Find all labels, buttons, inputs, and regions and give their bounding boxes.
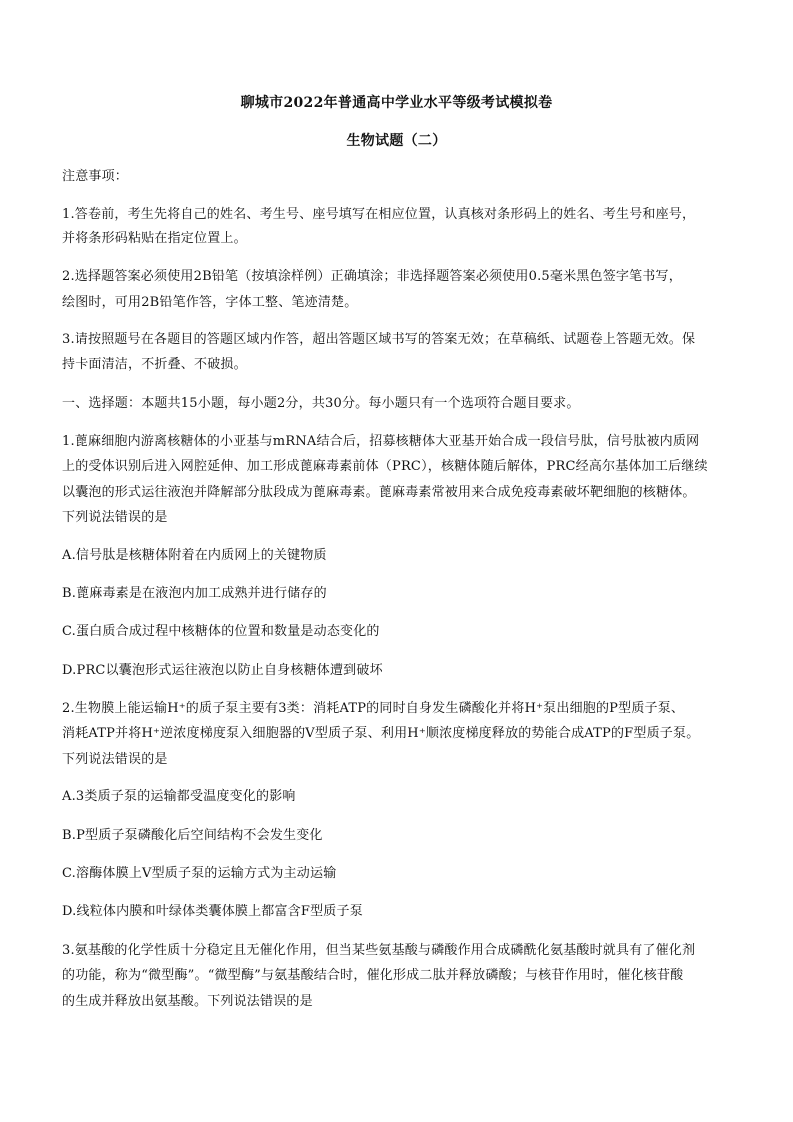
question-1-option-c: C.蛋白质合成过程中核糖体的位置和数量是动态变化的 [62, 624, 380, 639]
notice-item-2-line-2: 绘图时，可用2B铅笔作答，字体工整、笔迹清楚。 [62, 295, 358, 310]
question-2-stem-line-1: 2.生物膜上能运输H⁺的质子泵主要有3类：消耗ATP的同时自身发生磷酸化并将H⁺泵出细胞的P型质子泵、 [62, 701, 685, 716]
question-1-stem-line-1: 1.蓖麻细胞内游离核糖体的小亚基与mRNA结合后，招募核糖体大亚基开始合成一段信号肽，信号肽被内质网 [62, 434, 700, 449]
question-1-option-b: B.蓖麻毒素是在液泡内加工成熟并进行储存的 [62, 586, 327, 601]
question-1-stem-line-3: 以囊泡的形式运往液泡并降解部分肽段成为蓖麻毒素。蓖麻毒素常被用来合成免疫毒素破坏靶细胞的核糖体。 [62, 485, 696, 500]
section-heading: 一、选择题：本题共15小题，每小题2分，共30分。每小题只有一个选项符合题目要求。 [62, 396, 580, 411]
question-3-stem-line-2: 的功能，称为“微型酶”。“微型酶”与氨基酸结合时，催化形成二肽并释放磷酸；与核苷作用时，催化核苷酸 [62, 968, 684, 983]
notice-item-2-line-1: 2.选择题答案必须使用2B铅笔（按填涂样例）正确填涂；非选择题答案必须使用0.5毫米黑色签字笔书写， [62, 269, 682, 284]
question-3-stem-line-3: 的生成并释放出氨基酸。下列说法错误的是 [62, 994, 313, 1009]
question-2-stem-line-3: 下列说法错误的是 [62, 752, 168, 767]
question-1-option-d: D.PRC以囊泡形式运往液泡以防止自身核糖体遭到破坏 [62, 663, 383, 678]
exam-subtitle: 生物试题（二） [346, 133, 447, 149]
question-1-stem-line-2: 上的受体识别后进入网腔延伸、加工形成蓖麻毒素前体（PRC），核糖体随后解体，PRC经高尔基体加工后继续 [62, 459, 708, 474]
notice-item-1-line-2: 并将条形码粘贴在指定位置上。 [62, 231, 247, 246]
question-2-stem-line-2: 消耗ATP并将H⁺逆浓度梯度泵入细胞器的V型质子泵、利用H⁺顺浓度梯度释放的势能合成ATP的F型质子泵。 [62, 726, 700, 741]
question-1-stem-line-4: 下列说法错误的是 [62, 510, 168, 525]
exam-title: 聊城市2022年普通高中学业水平等级考试模拟卷 [240, 95, 553, 111]
question-2-option-b: B.P型质子泵磷酸化后空间结构不会发生变化 [62, 828, 323, 843]
question-3-stem-line-1: 3.氨基酸的化学性质十分稳定且无催化作用，但当某些氨基酸与磷酸作用合成磷酰化氨基酸时就具有了催化剂 [62, 943, 696, 958]
question-2-option-a: A.3类质子泵的运输都受温度变化的影响 [62, 789, 296, 804]
question-2-option-d: D.线粒体内膜和叶绿体类囊体膜上都富含F型质子泵 [62, 904, 363, 919]
notice-item-3-line-2: 持卡面清洁，不折叠、不破损。 [62, 357, 247, 372]
notice-item-1-line-1: 1.答卷前，考生先将自己的姓名、考生号、座号填写在相应位置，认真核对条形码上的姓名、考生号和座号， [62, 207, 696, 222]
question-2-option-c: C.溶酶体膜上V型质子泵的运输方式为主动运输 [62, 866, 337, 881]
notice-item-3-line-1: 3.请按照题号在各题目的答题区域内作答，超出答题区域书写的答案无效；在草稿纸、试题卷上答题无效。保 [62, 332, 696, 347]
notice-heading: 注意事项： [62, 169, 129, 184]
question-1-option-a: A.信号肽是核糖体附着在内质网上的关键物质 [62, 548, 327, 563]
